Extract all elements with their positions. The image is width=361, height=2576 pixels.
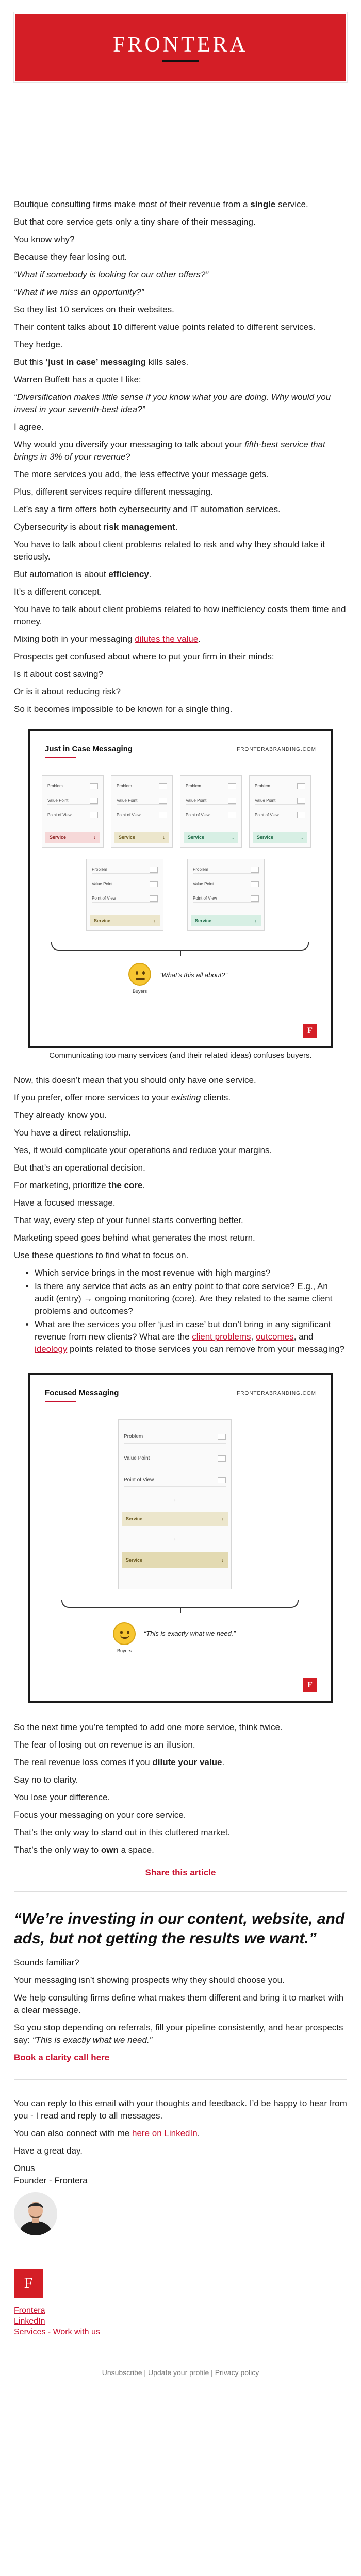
service-card xyxy=(249,775,311,848)
figure-title: Focused Messaging xyxy=(45,1388,119,1397)
card-row: Problem xyxy=(186,782,236,790)
card-row: Value Point xyxy=(117,796,167,805)
paragraph: The real revenue loss comes if you dilute your value. xyxy=(14,1757,225,1767)
avatar xyxy=(14,2192,57,2235)
paragraph: So the next time you’re tempted to add one more service, think twice. xyxy=(14,1722,283,1732)
service-pill: Service ↓ xyxy=(114,832,169,843)
client-problems-link[interactable]: client problems xyxy=(192,1332,251,1342)
unsubscribe-link[interactable]: Unsubscribe xyxy=(102,2368,142,2377)
list-item: • Which service brings in the most revenue with high margins? xyxy=(35,1267,347,1279)
figure-caption: Communicating too many services (and their related ideas) confuses buyers. xyxy=(49,1051,312,1060)
divider xyxy=(14,1891,347,1892)
paragraph: Your messaging isn’t showing prospects why they should choose you. xyxy=(14,1975,285,1985)
happy-buyer-icon xyxy=(113,1622,136,1645)
card-row: Value Point xyxy=(193,880,259,888)
outcomes-link[interactable]: outcomes xyxy=(255,1332,294,1342)
footer-link-linkedin[interactable]: LinkedIn xyxy=(14,2317,45,2326)
update-profile-link[interactable]: Update your profile xyxy=(147,2368,209,2377)
paragraph: We help consulting firms define what makes them different and bring it to market with a clear message. xyxy=(14,1993,344,2015)
paragraph: But that’s an operational decision. xyxy=(14,1163,145,1173)
card-row: Value Point xyxy=(47,796,98,805)
share-section xyxy=(14,1868,347,1878)
paragraph: You can reply to this email with your thoughts and feedback. I’d be happy to hear from you - I read and reply to all messages. xyxy=(14,2098,347,2121)
ideology-link[interactable]: ideology xyxy=(35,1344,68,1354)
paragraph: Focus your messaging on your core service. xyxy=(14,1810,186,1820)
card-row: Point of View xyxy=(124,1473,226,1487)
figure-focused xyxy=(14,1373,347,1703)
card-row: Point of View xyxy=(255,811,305,819)
figure-url: FRONTERABRANDING.COM xyxy=(237,747,316,752)
face-label: Buyers xyxy=(117,1648,132,1653)
service-pill: Service ↓ xyxy=(90,915,160,926)
avatar-portrait-icon xyxy=(14,2192,57,2235)
service-card xyxy=(86,859,163,931)
author-role: Founder - Frontera xyxy=(14,2176,88,2185)
divider xyxy=(14,2079,347,2080)
paragraph: So they list 10 services on their websites. xyxy=(14,304,174,314)
header-banner xyxy=(14,12,347,82)
arrow-row: ↓ xyxy=(174,1497,176,1502)
grouping-brace xyxy=(51,942,309,951)
paragraph: That way, every step of your funnel starts converting better. xyxy=(14,1215,243,1225)
focus-questions-list xyxy=(14,1267,347,1355)
figure-title: Just in Case Messaging xyxy=(45,744,133,753)
paragraph: Their content talks about 10 different value points related to different services. xyxy=(14,322,316,332)
paragraph: You have a direct relationship. xyxy=(14,1128,132,1138)
paragraph: Why would you diversify your messaging to talk about your fifth-best service that brings in 3% of your revenue? xyxy=(14,439,325,462)
figure-frame xyxy=(28,1373,333,1703)
core-service-pill: Service ↓ xyxy=(122,1552,228,1568)
paragraph: But automation is about efficiency. xyxy=(14,569,152,579)
footer-links xyxy=(14,2305,347,2337)
card-row: Value Point xyxy=(124,1452,226,1465)
card-row: Problem xyxy=(47,782,98,790)
paragraph: That’s the only way to own a space. xyxy=(14,1845,154,1855)
paragraph: Have a focused message. xyxy=(14,1198,116,1208)
card-row: Problem xyxy=(92,866,158,874)
buffett-quote: “Diversification makes little sense if you know what you are doing. Why would you invest in your seventh-best idea?” xyxy=(14,392,331,414)
footer-link-services[interactable]: Services - Work with us xyxy=(14,2328,100,2336)
footer-logo-icon: F xyxy=(14,2269,43,2298)
footer-link-frontera[interactable]: Frontera xyxy=(14,2306,45,2315)
card-row: Value Point xyxy=(92,880,158,888)
paragraph: You have to talk about client problems related to how inefficiency costs them time and money. xyxy=(14,604,346,626)
share-article-link[interactable]: Share this article xyxy=(145,1868,216,1877)
quote-paragraph: “What if somebody is looking for our other offers?” xyxy=(14,269,208,279)
service-pill: Service ↓ xyxy=(122,1512,228,1526)
paragraph: You lose your difference. xyxy=(14,1792,110,1802)
service-card xyxy=(111,775,173,848)
paragraph: They hedge. xyxy=(14,340,63,349)
paragraph: Cybersecurity is about risk management. xyxy=(14,522,178,532)
service-pill: Service ↓ xyxy=(191,915,261,926)
frontera-logo-icon: F xyxy=(303,1678,317,1692)
figure-url: FRONTERABRANDING.COM xyxy=(237,1391,316,1396)
article-body xyxy=(14,198,347,2377)
paragraph: I agree. xyxy=(14,422,44,432)
paragraph: They already know you. xyxy=(14,1110,107,1120)
title-underline xyxy=(45,1401,76,1402)
figure-frame xyxy=(28,729,333,1048)
figure-just-in-case xyxy=(14,729,347,1061)
service-card xyxy=(180,775,242,848)
paragraph: The more services you add, the less effective your message gets. xyxy=(14,469,269,479)
dilutes-value-link[interactable]: dilutes the value xyxy=(135,634,199,644)
card-row: Value Point xyxy=(186,796,236,805)
paragraph: Plus, different services require different messaging. xyxy=(14,487,213,497)
paragraph: Have a great day. xyxy=(14,2146,83,2156)
paragraph: It’s a different concept. xyxy=(14,587,102,597)
paragraph: Prospects get confused about where to put your firm in their minds: xyxy=(14,652,274,662)
card-row: Point of View xyxy=(193,894,259,903)
service-pill: Service ↓ xyxy=(253,832,307,843)
paragraph: Or is it about reducing risk? xyxy=(14,687,121,697)
paragraph: Now, this doesn’t mean that you should only have one service. xyxy=(14,1075,256,1085)
title-underline xyxy=(45,757,76,758)
book-call-link[interactable]: Book a clarity call here xyxy=(14,2053,110,2062)
paragraph: Mixing both in your messaging dilutes the value. xyxy=(14,634,201,644)
card-row: Point of View xyxy=(117,811,167,819)
face-label: Buyers xyxy=(132,989,147,994)
paragraph: Use these questions to find what to focus on. xyxy=(14,1250,189,1260)
confused-buyer-icon xyxy=(128,963,151,986)
paragraph: Because they fear losing out. xyxy=(14,252,127,262)
linkedin-link[interactable]: here on LinkedIn xyxy=(132,2128,198,2138)
cta-paragraph xyxy=(14,2052,347,2064)
card-row: Problem xyxy=(117,782,167,790)
paragraph: If you prefer, offer more services to your existing clients. xyxy=(14,1093,231,1103)
paragraph: But this ‘just in case’ messaging kills sales. xyxy=(14,357,189,367)
service-card xyxy=(42,775,104,848)
brand-logo: FRONTERA xyxy=(113,33,248,57)
card-row: Point of View xyxy=(47,811,98,819)
grouping-brace xyxy=(61,1600,299,1608)
unsubscribe-bar: Unsubscribe | Update your profile | Privacy policy xyxy=(102,2368,259,2377)
card-row: Point of View xyxy=(186,811,236,819)
buyer-quote: “This is exactly what we need.” xyxy=(144,1630,236,1637)
brace-tip xyxy=(180,951,181,956)
service-card xyxy=(187,859,265,931)
buyer-quote: “What’s this all about?” xyxy=(159,971,227,979)
paragraph: The fear of losing out on revenue is an illusion. xyxy=(14,1740,195,1750)
card-row: Problem xyxy=(124,1430,226,1444)
card-row: Value Point xyxy=(255,796,305,805)
list-item: • What are the services you offer ‘just in case’ but don’t bring in any significant revenue from new clients? What are the client problems, outcomes, and ideology points related to those services you can remove from your messaging? xyxy=(35,1318,347,1355)
paragraph: That’s the only way to stand out in this cluttered market. xyxy=(14,1827,231,1837)
quote-paragraph: “What if we miss an opportunity?” xyxy=(14,287,144,297)
paragraph: Marketing speed goes behind what generates the most return. xyxy=(14,1233,255,1243)
list-item: • Is there any service that acts as an entry point to that core service? E.g., An audit (entry) → ongoing monitoring (core). Are they related to the same client problems and outcomes? xyxy=(35,1280,347,1317)
paragraph: You know why? xyxy=(14,234,75,244)
card-row: Problem xyxy=(193,866,259,874)
frontera-logo-icon: F xyxy=(303,1024,317,1038)
card-row: Problem xyxy=(255,782,305,790)
paragraph: For marketing, prioritize the core. xyxy=(14,1180,145,1190)
paragraph: But that core service gets only a tiny share of their messaging. xyxy=(14,217,256,227)
paragraph: Say no to clarity. xyxy=(14,1775,78,1785)
paragraph: So it becomes impossible to be known for a single thing. xyxy=(14,704,233,714)
author-name: Onus xyxy=(14,2163,35,2173)
privacy-policy-link[interactable]: Privacy policy xyxy=(215,2368,259,2377)
cta-heading: “We’re investing in our content, website, and ads, but not getting the results we want.” xyxy=(14,1910,345,1947)
paragraph: You can also connect with me here on LinkedIn. xyxy=(14,2128,200,2138)
paragraph: Warren Buffett has a quote I like: xyxy=(14,375,141,384)
paragraph: You have to talk about client problems related to risk and why they should take it seriously. xyxy=(14,539,325,562)
paragraph: Boutique consulting firms make most of their revenue from a single service. xyxy=(14,199,308,209)
paragraph: Sounds familiar? xyxy=(14,1958,79,1968)
service-pill: Service ↓ xyxy=(184,832,238,843)
paragraph: Let’s say a firm offers both cybersecurity and IT automation services. xyxy=(14,504,281,514)
core-service-card xyxy=(118,1419,232,1589)
service-pill: Service ↓ xyxy=(45,832,100,843)
paragraph: Yes, it would complicate your operations and reduce your margins. xyxy=(14,1145,272,1155)
paragraph: Is it about cost saving? xyxy=(14,669,103,679)
card-row: Point of View xyxy=(92,894,158,903)
arrow-row: ↓ xyxy=(174,1536,176,1541)
logo-underline xyxy=(162,60,199,62)
paragraph: So you stop depending on referrals, fill your pipeline consistently, and hear prospects say: “This is exactly what we need.” xyxy=(14,2023,343,2045)
brace-tip xyxy=(180,1608,181,1613)
